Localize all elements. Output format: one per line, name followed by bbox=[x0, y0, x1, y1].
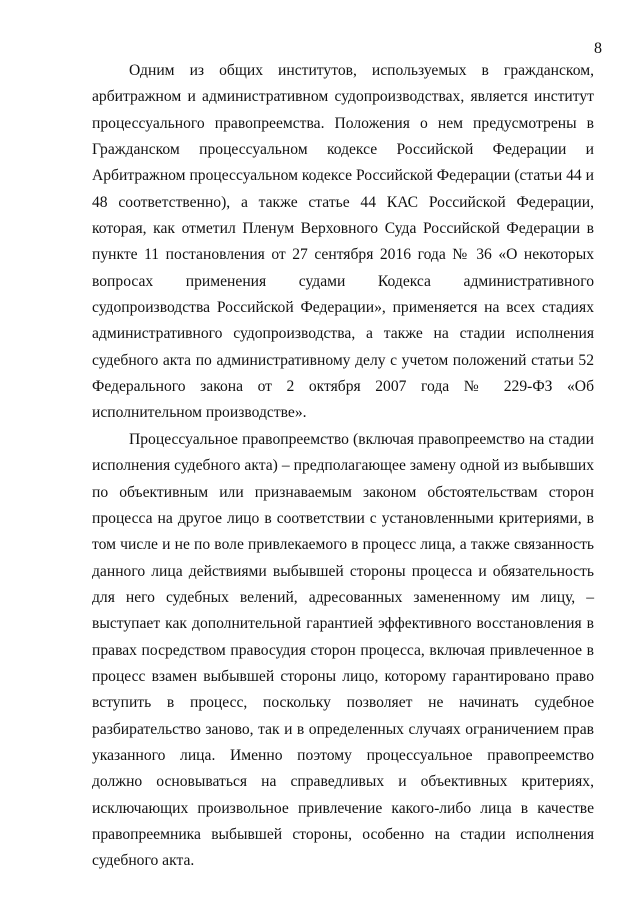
paragraph-succession-institute: Одним из общих институтов, используемых в гражданском, арбитражном и административном судопроизводствах, является институт процессуального правопреемства. Положения о нем предусмотрены в Гражданском процессуальном кодексе Российской Федерации и Арбитражном процессуальном кодексе Российской Федерации (статьи 44 и 48 соответственно), а также статье 44 КАС Российской Федерации, которая, как отметил Пленум Верховного Суда Российской Федерации в пункте 11 постановления от 27 сентября 2016 года № 36 «О некоторых вопросах применения судами Кодекса административного судопроизводства Российской Федерации», применяется на всех стадиях административного судопроизводства, а также на стадии исполнения судебного акта по административному делу с учетом положений статьи 52 Федерального закона от 2 октября 2007 года № 229-ФЗ «Об исполнительном производстве». bbox=[92, 62, 594, 422]
document-body bbox=[92, 58, 594, 875]
paragraph-procedural-succession: Процессуальное правопреемство (включая правопреемство на стадии исполнения судебного акта) – предполагающее замену одной из выбывших по объективным или признаваемым законом обстоятельствам сторон процесса на другое лицо в соответствии с установленными критериями, в том числе и не по воле привлекаемого в процесс лица, а также связанность данного лица действиями выбывшей стороны процесса и обязательность для него судебных велений, адресованных замененному им лицу, – выступает как дополнительной гарантией эффективного восстановления в правах посредством правосудия сторон процесса, включая привлеченное в процесс взамен выбывшей стороны лицо, которому гарантировано право вступить в процесс, поскольку позволяет не начинать судебное разбирательство заново, так и в определенных случаях ограничением прав указанного лица. Именно поэтому процессуальное правопреемство должно основываться на справедливых и объективных критериях, исключающих произвольное привлечение какого-либо лица в качестве правопреемника выбывшей стороны, особенно на стадии исполнения судебного акта. bbox=[92, 430, 594, 870]
page-number: 8 bbox=[594, 40, 602, 57]
